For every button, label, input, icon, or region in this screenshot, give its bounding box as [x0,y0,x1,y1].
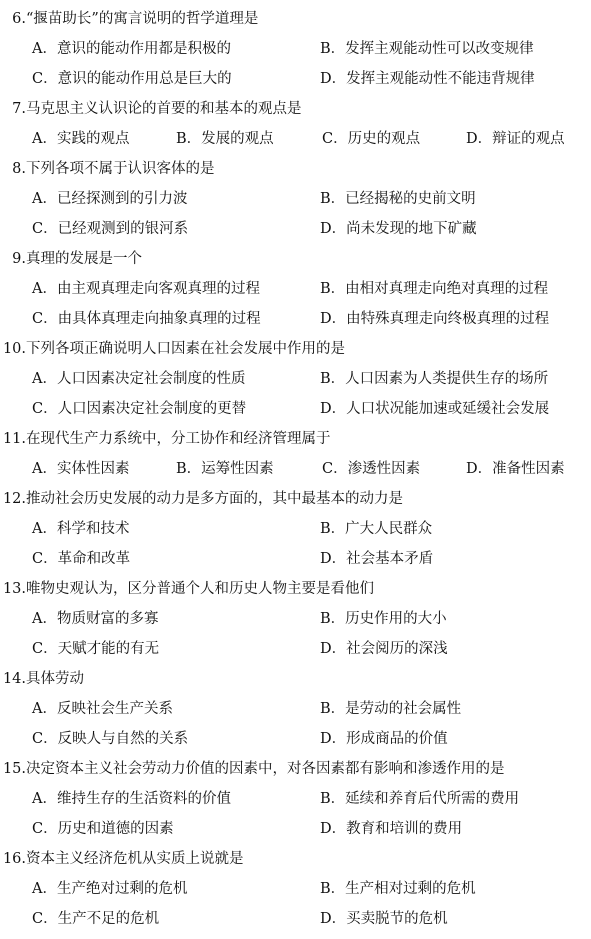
question-text: 下列各项不属于认识客体的是 [26,161,215,177]
answer-option: C．已经观测到的银河系 [32,221,189,237]
answer-option: D．人口状况能加速或延缓社会发展 [320,401,550,417]
answer-option: C．渗透性因素 [322,461,421,477]
question-stem [0,754,505,784]
answer-option: B．历史作用的大小 [320,611,447,627]
question-text: 唯物史观认为，区分普通个人和历史人物主要是看他们 [26,581,374,597]
question-stem [0,664,84,694]
answer-option: D．买卖脱节的危机 [320,911,448,927]
answer-option: D．社会阅历的深浅 [320,641,448,657]
answer-option: D．准备性因素 [466,461,565,477]
answer-option: D．尚未发现的地下矿藏 [320,221,477,237]
answer-option: B．发展的观点 [176,131,274,147]
answer-option: C．革命和改革 [32,551,131,567]
question-number: 15. [2,761,26,777]
answer-option: C．反映人与自然的关系 [32,731,189,747]
question-number: 8. [12,161,26,177]
answer-option: C．由具体真理走向抽象真理的过程 [32,311,261,327]
question-stem [0,844,244,874]
question-number: 12. [2,491,26,507]
answer-option: A．人口因素决定社会制度的性质 [32,371,246,387]
answer-option: B．运筹性因素 [176,461,274,477]
question-text: 马克思主义认识论的首要的和基本的观点是 [26,101,302,117]
answer-option: A．实践的观点 [32,131,130,147]
question-stem [0,424,331,454]
question-number: 13. [2,581,26,597]
answer-option: A．已经探测到的引力波 [32,191,188,207]
question-number: 7. [12,101,26,117]
answer-option: A．反映社会生产关系 [32,701,173,717]
question-text: 在现代生产力系统中，分工协作和经济管理属于 [26,431,331,447]
answer-option: B．延续和养育后代所需的费用 [320,791,520,807]
answer-option: A．生产绝对过剩的危机 [32,881,188,897]
question-text: 下列各项正确说明人口因素在社会发展中作用的是 [26,341,345,357]
question-stem [0,334,345,364]
question-text: 推动社会历史发展的动力是多方面的，其中最基本的动力是 [26,491,403,507]
answer-option: B．发挥主观能动性可以改变规律 [320,41,534,57]
answer-option: C．生产不足的危机 [32,911,160,927]
answer-option: C．天赋才能的有无 [32,641,160,657]
answer-option: A．物质财富的多寡 [32,611,159,627]
answer-option: C．人口因素决定社会制度的更替 [32,401,247,417]
answer-option: D．社会基本矛盾 [320,551,434,567]
question-stem [0,244,142,274]
question-stem [0,94,302,124]
answer-option: D．教育和培训的费用 [320,821,463,837]
question-text: 资本主义经济危机从实质上说就是 [26,851,244,867]
answer-option: B．人口因素为人类提供生存的场所 [320,371,549,387]
answer-option: B．广大人民群众 [320,521,433,537]
question-text: “揠苗助长”的寓言说明的哲学道理是 [26,11,259,27]
question-number: 14. [2,671,26,687]
answer-option: C．意识的能动作用总是巨大的 [32,71,232,87]
question-stem [0,4,258,34]
question-stem [0,154,215,184]
question-text: 真理的发展是一个 [26,251,142,267]
answer-option: D．由特殊真理走向终极真理的过程 [320,311,550,327]
answer-option: A．由主观真理走向客观真理的过程 [32,281,260,297]
question-number: 6. [12,11,26,27]
question-number: 16. [2,851,26,867]
answer-option: B．由相对真理走向绝对真理的过程 [320,281,549,297]
question-stem [0,574,374,604]
answer-option: D．辩证的观点 [466,131,565,147]
question-number: 10. [2,341,26,357]
question-stem [0,484,403,514]
answer-option: A．意识的能动作用都是积极的 [32,41,231,57]
answer-option: A．科学和技术 [32,521,130,537]
answer-option: B．是劳动的社会属性 [320,701,462,717]
answer-option: C．历史和道德的因素 [32,821,174,837]
answer-option: B．生产相对过剩的危机 [320,881,476,897]
answer-option: B．已经揭秘的史前文明 [320,191,476,207]
answer-option: A．维持生存的生活资料的价值 [32,791,231,807]
question-number: 9. [12,251,26,267]
answer-option: D．形成商品的价值 [320,731,448,747]
answer-option: C．历史的观点 [322,131,421,147]
question-text: 具体劳动 [26,671,84,687]
answer-option: A．实体性因素 [32,461,130,477]
question-number: 11. [2,431,26,447]
answer-option: D．发挥主观能动性不能违背规律 [320,71,535,87]
question-text: 决定资本主义社会劳动力价值的因素中，对各因素都有影响和渗透作用的是 [26,761,505,777]
